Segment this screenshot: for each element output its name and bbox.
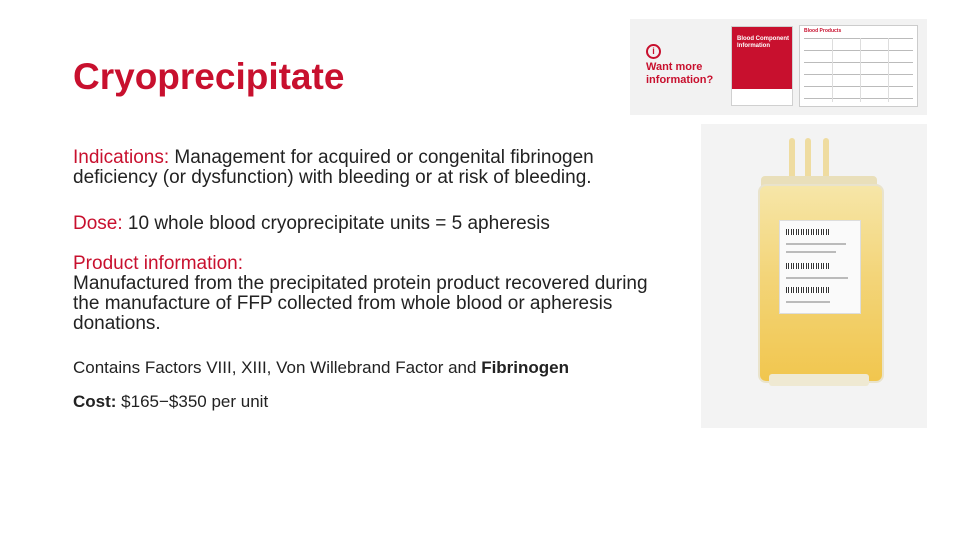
sheet-rule	[804, 62, 913, 63]
bag-seal-bottom	[769, 374, 869, 386]
label-line	[786, 301, 830, 303]
sheet-rule	[804, 86, 913, 87]
booklet-title: Blood Component Information	[737, 36, 789, 49]
label-line	[786, 243, 846, 245]
label-line	[786, 251, 836, 253]
cost-text: $165−$350 per unit	[116, 392, 269, 411]
barcode	[786, 263, 830, 269]
slide-body	[73, 148, 673, 412]
dose-paragraph	[73, 214, 673, 234]
indications-text: Management for acquired or congenital fibrinogen deficiency (or dysfunction) with bleeding or at risk of bleeding.	[73, 147, 594, 188]
product-label: Product information:	[73, 253, 244, 274]
indications-paragraph	[73, 148, 673, 188]
sheet-rule	[804, 50, 913, 51]
more-info-banner[interactable]	[630, 19, 927, 115]
cost-paragraph	[73, 392, 673, 412]
reference-sheet-thumbnail	[799, 25, 918, 107]
more-info-text: Want more information?	[646, 61, 714, 86]
sheet-rule	[804, 98, 913, 99]
sheet-heading: Blood Products	[804, 28, 842, 34]
sheet-column	[888, 38, 889, 102]
contains-paragraph	[73, 358, 673, 378]
sheet-rule	[804, 38, 913, 39]
cryoprecipitate-bag-photo	[701, 124, 927, 428]
barcode	[786, 287, 830, 293]
label-line	[786, 277, 848, 279]
info-icon: i	[646, 44, 661, 59]
dose-label: Dose:	[73, 213, 123, 234]
booklet-thumbnail	[731, 26, 793, 106]
slide-title: Cryoprecipitate	[73, 56, 345, 97]
booklet-footer	[732, 89, 792, 105]
sheet-column	[860, 38, 861, 102]
contains-bold: Fibrinogen	[481, 358, 570, 377]
product-text: Manufactured from the precipitated protein product recovered during the manufacture of FFP collected from whole blood or apheresis donations.	[73, 273, 648, 334]
contains-text: Contains Factors VIII, XIII, Von Willebrand Factor and	[73, 358, 482, 377]
sheet-rule	[804, 74, 913, 75]
cost-label: Cost:	[73, 392, 117, 411]
sheet-column	[832, 38, 833, 102]
barcode	[786, 229, 830, 235]
bag-label	[779, 220, 861, 314]
product-paragraph	[73, 254, 673, 334]
indications-label: Indications:	[73, 147, 170, 168]
dose-text: 10 whole blood cryoprecipitate units = 5 apheresis	[122, 213, 550, 234]
